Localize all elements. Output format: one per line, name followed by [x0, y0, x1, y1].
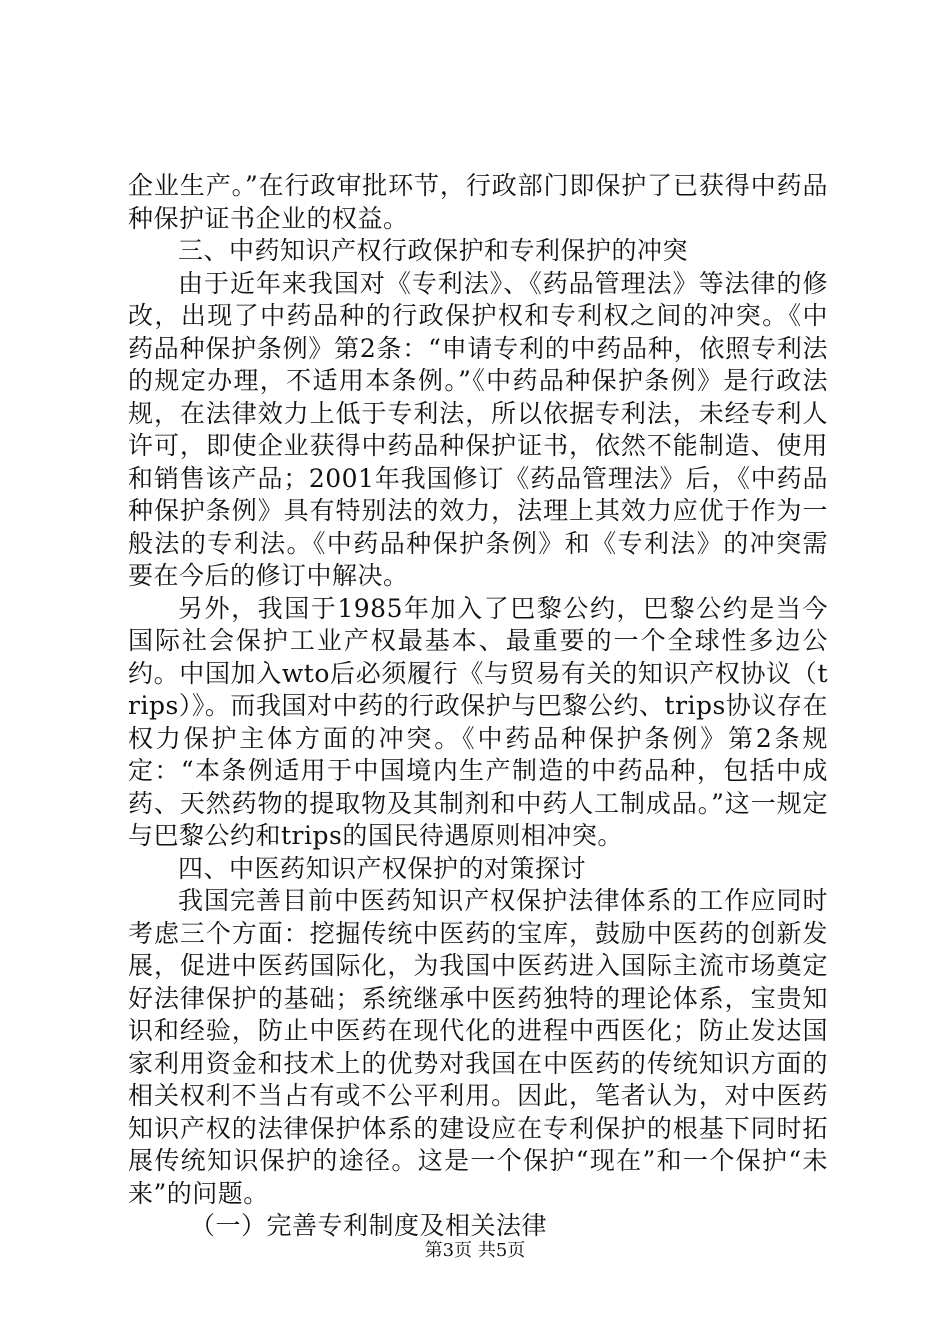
section-heading-3: 三、中药知识产权行政保护和专利保护的冲突: [178, 236, 689, 265]
paragraph-2: 由于近年来我国对《专利法》、《药品管理法》等法律的修改，出现了中药品种的行政保护权和专利权之间的冲突。《中药品种保护条例》第2条：“申请专利的中药品种，依照专利法的规定办理，不适用本条例。”《中药品种保护条例》是行政法规，在法律效力上低于专利法，所以依据专利法，未经专利人许可，即使企业获得中药品种保护证书，依然不能制造、使用和销售该产品；2001年我国修订《药品管理法》后，《中药品种保护条例》具有特别法的效力，法理上其效力应优于作为一般法的专利法。《中药品种保护条例》和《专利法》的冲突需要在今后的修订中解决。: [128, 268, 828, 590]
subsection-heading-1: （一）完善专利制度及相关法律: [190, 1211, 548, 1240]
section-heading-4: 四、中医药知识产权保护的对策探讨: [178, 853, 587, 883]
paragraph-3: 另外，我国于1985年加入了巴黎公约，巴黎公约是当今国际社会保护工业产权最基本、最重要的一个全球性多边公约。中国加入wto后必须履行《与贸易有关的知识产权协议（trips）》。而我国对中药的行政保护与巴黎公约、trips协议存在权力保护主体方面的冲突。《中药品种保护条例》第2条规定：“本条例适用于中国境内生产制造的中药品种，包括中成药、天然药物的提取物及其制剂和中药人工制成品。”这一规定与巴黎公约和trips的国民待遇原则相冲突。: [128, 593, 828, 850]
document-body: [128, 170, 828, 1243]
paragraph-4: 我国完善目前中医药知识产权保护法律体系的工作应同时考虑三个方面：挖掘传统中医药的宝库，鼓励中医药的创新发展，促进中医药国际化，为我国中医药进入国际主流市场奠定好法律保护的基础；系统继承中医药独特的理论体系，宝贵知识和经验，防止中医药在现代化的进程中西医化；防止发达国家利用资金和技术上的优势对我国在中医药的传统知识方面的相关权利不当占有或不公平利用。因此，笔者认为，对中医药知识产权的法律保护体系的建设应在专利保护的根基下同时拓展传统知识保护的途径。这是一个保护“现在”和一个保护“未来”的问题。: [128, 886, 828, 1208]
page-footer: 第3页 共5页: [424, 1240, 526, 1261]
paragraph-1: 企业生产。”在行政审批环节，行政部门即保护了已获得中药品种保护证书企业的权益。: [128, 171, 828, 233]
